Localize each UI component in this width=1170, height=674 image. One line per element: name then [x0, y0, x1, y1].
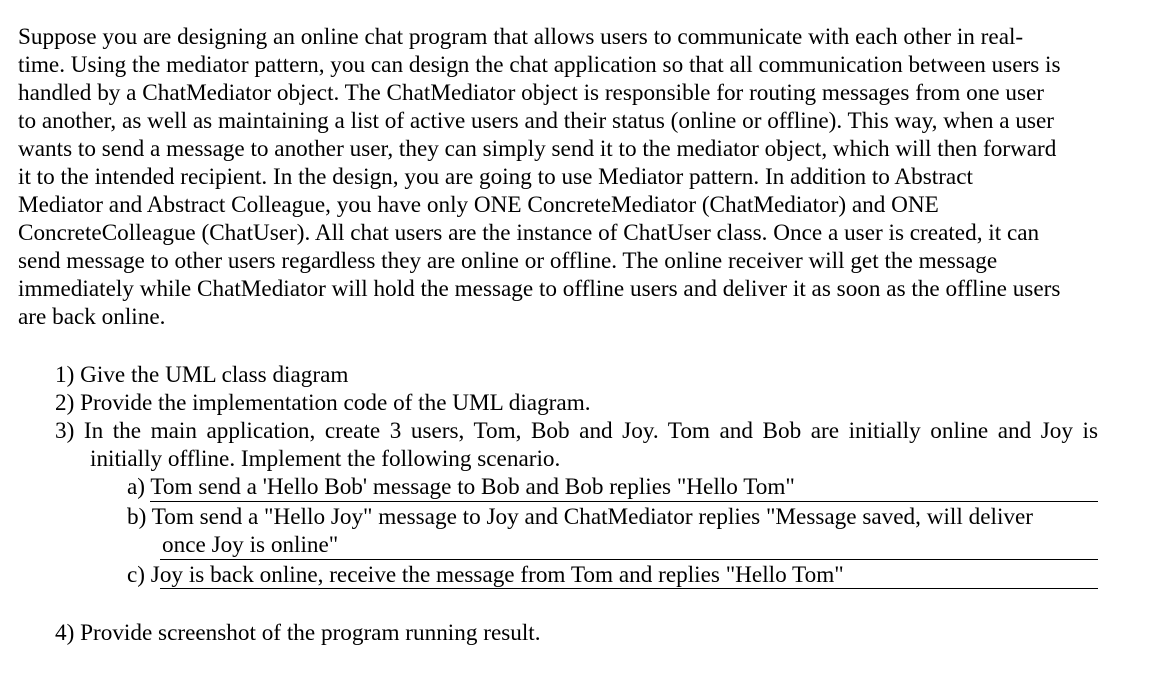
paragraph-line: wants to send a message to another user, they can simply send it to the mediator object, which will then forward — [18, 136, 1057, 162]
task-item-4: 4) Provide screenshot of the program running result. — [55, 620, 541, 646]
sub-item-b-line-2: once Joy is online" — [162, 532, 339, 558]
underline-rule-c — [160, 588, 1098, 589]
paragraph-line: handled by a ChatMediator object. The ChatMediator object is responsible for routing messages from one user — [18, 80, 1045, 106]
paragraph-line: it to the intended recipient. In the design, you are going to use Mediator pattern. In addition to Abstract — [18, 164, 973, 190]
paragraph-line: immediately while ChatMediator will hold the message to offline users and deliver it as soon as the offline users — [18, 276, 1061, 302]
task-item-2: 2) Provide the implementation code of the UML diagram. — [55, 390, 591, 416]
paragraph-line: are back online. — [18, 304, 166, 330]
underline-rule-a — [150, 501, 1098, 502]
paragraph-line: send message to other users regardless they are online or offline. The online receiver will get the message — [18, 248, 998, 274]
paragraph-line: ConcreteColleague (ChatUser). All chat users are the instance of ChatUser class. Once a user is created, it can — [18, 220, 1040, 246]
sub-item-c: c) Joy is back online, receive the message from Tom and replies "Hello Tom" — [127, 562, 844, 588]
paragraph-line: Suppose you are designing an online chat program that allows users to communicate with each other in real- — [18, 24, 1024, 50]
task-item-3-line-1: 3) In the main application, create 3 users, Tom, Bob and Joy. Tom and Bob are initially online and Joy is — [55, 418, 1098, 444]
underline-rule-b — [160, 559, 1098, 560]
paragraph-line: time. Using the mediator pattern, you can design the chat application so that all communication between users is — [18, 52, 1061, 78]
paragraph-line: to another, as well as maintaining a list of active users and their status (online or offline). This way, when a user — [18, 108, 1055, 134]
task-item-1: 1) Give the UML class diagram — [55, 362, 349, 388]
paragraph-line: Mediator and Abstract Colleague, you have only ONE ConcreteMediator (ChatMediator) and ONE — [18, 192, 939, 218]
sub-item-b-line-1: b) Tom send a "Hello Joy" message to Joy and ChatMediator replies "Message saved, will deliver — [127, 504, 1033, 530]
sub-item-a: a) Tom send a 'Hello Bob' message to Bob and Bob replies "Hello Tom" — [127, 474, 795, 500]
task-item-3-line-2: initially offline. Implement the following scenario. — [90, 446, 561, 472]
